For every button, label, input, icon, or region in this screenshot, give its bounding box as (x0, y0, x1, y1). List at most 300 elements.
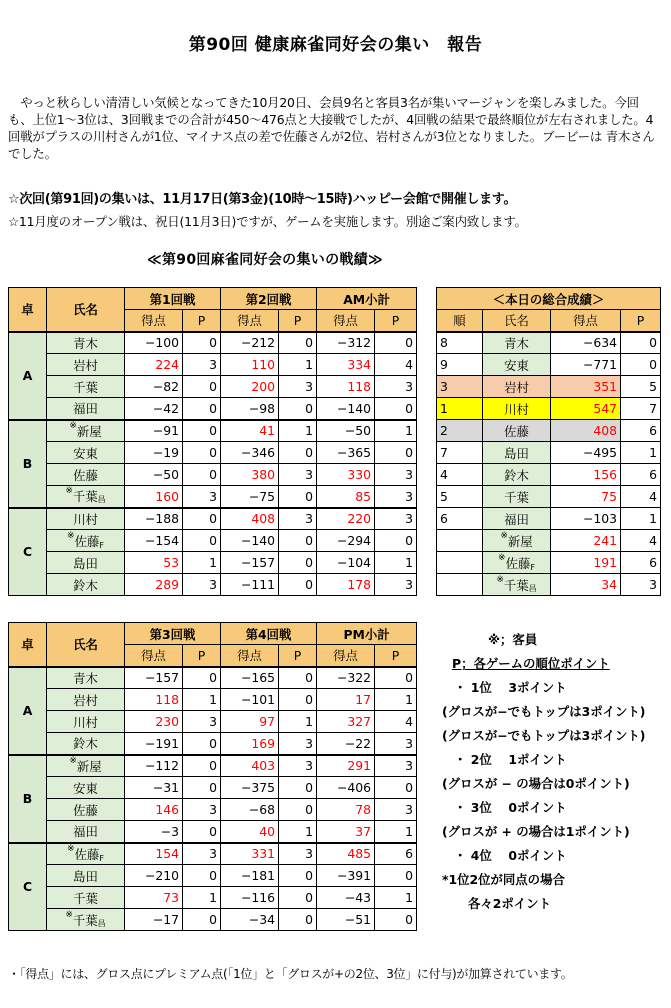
name-cell (483, 332, 551, 354)
pm-body (9, 667, 417, 931)
score-cell: 408 (221, 508, 279, 530)
point-cell: 0 (183, 464, 221, 486)
legend-line: (グロスが − の場合は0ポイント) (442, 776, 630, 791)
name-cell (47, 464, 125, 486)
table-row (9, 530, 417, 552)
subtotal-score-cell: 220 (317, 508, 375, 530)
score-cell: −17 (125, 909, 183, 931)
name-cell (47, 420, 125, 442)
score-cell: 146 (125, 799, 183, 821)
subtotal-score-cell: −104 (317, 552, 375, 574)
point-cell: 3 (183, 354, 221, 376)
point-cell: 0 (279, 799, 317, 821)
player-name: 安東 (73, 780, 98, 796)
name-cell (47, 332, 125, 354)
header-p: P (279, 310, 317, 332)
table-row (9, 909, 417, 931)
guest-mark: ※ (500, 530, 508, 541)
page-title: 第90回 健康麻雀同好会の集い 報告 (188, 35, 483, 55)
table-row (437, 376, 661, 398)
point-cell: 3 (183, 843, 221, 865)
point-cell: 3 (621, 574, 661, 596)
score-cell: −31 (125, 777, 183, 799)
score-cell: 75 (551, 486, 621, 508)
player-name: 佐藤 (505, 555, 531, 571)
name-cell (47, 821, 125, 843)
name-cell (483, 442, 551, 464)
point-cell: 0 (279, 689, 317, 711)
player-name: 千葉 (72, 912, 98, 928)
subtotal-score-cell: −312 (317, 332, 375, 354)
name-cell (47, 887, 125, 909)
header-taku: 卓 (9, 288, 47, 332)
name-cell (47, 733, 125, 755)
point-cell: 0 (183, 667, 221, 689)
header-round-3: 第3回戦 (125, 623, 221, 645)
header-p: P (183, 310, 221, 332)
subtotal-point-cell: 6 (375, 843, 417, 865)
point-cell: 1 (279, 711, 317, 733)
table-row (437, 530, 661, 552)
score-cell: 547 (551, 398, 621, 420)
table-row (437, 574, 661, 596)
score-cell: 331 (221, 843, 279, 865)
name-suffix: 昌 (97, 918, 106, 928)
name-cell (47, 865, 125, 887)
point-cell: 5 (621, 376, 661, 398)
point-cell: 1 (621, 442, 661, 464)
header-taku: 卓 (9, 623, 47, 667)
subtotal-point-cell: 3 (375, 733, 417, 755)
player-name: 島田 (73, 868, 98, 884)
player-name: 青木 (73, 670, 98, 686)
point-cell: 4 (621, 486, 661, 508)
score-cell: −210 (125, 865, 183, 887)
score-cell: −82 (125, 376, 183, 398)
score-cell: −375 (221, 777, 279, 799)
score-cell: 380 (221, 464, 279, 486)
point-cell: 0 (279, 398, 317, 420)
score-cell: −634 (551, 332, 621, 354)
player-name: 佐藤 (504, 423, 529, 439)
subtotal-point-cell: 1 (375, 887, 417, 909)
legend-line: 各々2ポイント (468, 896, 551, 911)
point-cell: 3 (183, 711, 221, 733)
subtotal-score-cell: 485 (317, 843, 375, 865)
subtotal-point-cell: 1 (375, 552, 417, 574)
name-cell (47, 552, 125, 574)
table-row (9, 398, 417, 420)
legend-line: ・ 2位 1ポイント (454, 752, 567, 767)
point-cell: 0 (183, 865, 221, 887)
score-cell: −98 (221, 398, 279, 420)
table-row (437, 420, 661, 442)
score-cell: 200 (221, 376, 279, 398)
score-cell: −154 (125, 530, 183, 552)
player-name: 福田 (73, 824, 98, 840)
player-name: 千葉 (72, 489, 98, 505)
rank-cell: 9 (437, 354, 483, 376)
table-row (9, 821, 417, 843)
player-name: 新屋 (76, 758, 102, 774)
table-row (9, 332, 417, 354)
point-cell: 3 (279, 755, 317, 777)
score-cell: 241 (551, 530, 621, 552)
point-cell: 7 (621, 398, 661, 420)
point-cell: 0 (183, 909, 221, 931)
point-cell: 0 (279, 442, 317, 464)
header-p: P (279, 645, 317, 667)
subtotal-point-cell: 0 (375, 667, 417, 689)
score-cell: −191 (125, 733, 183, 755)
header-pm-subtotal: PM小計 (317, 623, 417, 645)
player-name: 島田 (504, 445, 529, 461)
point-cell: 0 (279, 667, 317, 689)
name-cell (483, 464, 551, 486)
table-row (437, 398, 661, 420)
name-cell (483, 486, 551, 508)
rank-cell: 3 (437, 376, 483, 398)
subtotal-point-cell: 3 (375, 376, 417, 398)
name-cell (47, 486, 125, 508)
score-cell: −91 (125, 420, 183, 442)
header-name: 氏名 (483, 310, 551, 332)
point-cell: 3 (183, 799, 221, 821)
subtotal-point-cell: 1 (375, 689, 417, 711)
subtotal-score-cell: −322 (317, 667, 375, 689)
score-cell: 97 (221, 711, 279, 733)
player-name: 鈴木 (73, 577, 98, 593)
player-name: 千葉 (504, 489, 529, 505)
score-cell: −3 (125, 821, 183, 843)
name-cell (47, 711, 125, 733)
subtotal-score-cell: 37 (317, 821, 375, 843)
name-cell (47, 508, 125, 530)
name-suffix: F (99, 540, 104, 550)
point-cell: 0 (621, 354, 661, 376)
score-cell: −495 (551, 442, 621, 464)
table-row (9, 376, 417, 398)
legend-line: ・ 4位 0ポイント (454, 848, 567, 863)
point-cell: 1 (279, 420, 317, 442)
name-cell (47, 398, 125, 420)
point-cell: 0 (183, 398, 221, 420)
header-round-4: 第4回戦 (221, 623, 317, 645)
point-cell: 0 (279, 865, 317, 887)
name-cell (483, 420, 551, 442)
table-group-label: A (9, 667, 47, 755)
point-cell: 0 (279, 777, 317, 799)
point-cell: 1 (621, 508, 661, 530)
score-cell: −100 (125, 332, 183, 354)
table-row (9, 689, 417, 711)
point-cell: 0 (183, 420, 221, 442)
table-row (9, 777, 417, 799)
table-row (437, 486, 661, 508)
subtotal-score-cell: −391 (317, 865, 375, 887)
subtotal-point-cell: 0 (375, 530, 417, 552)
score-cell: 53 (125, 552, 183, 574)
subtotal-score-cell: 330 (317, 464, 375, 486)
score-cell: 40 (221, 821, 279, 843)
name-cell (47, 799, 125, 821)
footer-note: ・「得点」には、グロス点にプレミアム点(「1位」と「グロスが+の2位、3位」に付与)が加算されています。 (8, 967, 573, 981)
legend-point-title: P；各ゲームの順位ポイント (452, 656, 610, 671)
score-cell: 230 (125, 711, 183, 733)
legend-line: (グロスが−でもトップは3ポイント) (442, 704, 646, 719)
point-cell: 6 (621, 552, 661, 574)
table-row (9, 887, 417, 909)
name-cell (483, 354, 551, 376)
subtotal-point-cell: 3 (375, 508, 417, 530)
table-row (9, 486, 417, 508)
rank-cell: 7 (437, 442, 483, 464)
subtotal-point-cell: 1 (375, 821, 417, 843)
subtotal-score-cell: 291 (317, 755, 375, 777)
name-cell (47, 667, 125, 689)
point-cell: 0 (183, 332, 221, 354)
player-name: 鈴木 (73, 736, 98, 752)
point-cell: 0 (183, 530, 221, 552)
subtotal-point-cell: 3 (375, 755, 417, 777)
subtotal-point-cell: 0 (375, 777, 417, 799)
subtotal-score-cell: −43 (317, 887, 375, 909)
player-name: 千葉 (73, 379, 98, 395)
point-cell: 3 (183, 574, 221, 596)
header-p: P (375, 645, 417, 667)
subtotal-score-cell: −365 (317, 442, 375, 464)
player-name: 福田 (504, 511, 529, 527)
table-row (9, 574, 417, 596)
subtotal-point-cell: 4 (375, 711, 417, 733)
point-cell: 0 (279, 552, 317, 574)
header-score: 得点 (125, 645, 183, 667)
player-name: 福田 (73, 401, 98, 417)
header-rank: 順 (437, 310, 483, 332)
header-am-subtotal: AM小計 (317, 288, 417, 310)
player-name: 佐藤 (73, 467, 98, 483)
table-group-label: B (9, 420, 47, 508)
point-cell: 1 (183, 887, 221, 909)
player-name: 岩村 (504, 379, 529, 395)
point-cell: 3 (279, 733, 317, 755)
player-name: 佐藤 (74, 533, 100, 549)
guest-mark: ※ (67, 530, 75, 541)
header-score: 得点 (317, 645, 375, 667)
name-cell (47, 755, 125, 777)
rank-cell: 8 (437, 332, 483, 354)
name-cell (47, 376, 125, 398)
score-cell: −116 (221, 887, 279, 909)
point-cell: 0 (621, 332, 661, 354)
rank-cell (437, 530, 483, 552)
header-p: P (375, 310, 417, 332)
name-cell (47, 442, 125, 464)
subtotal-score-cell: 118 (317, 376, 375, 398)
guest-mark: ※ (69, 755, 77, 766)
table-row (9, 843, 417, 865)
name-cell (47, 777, 125, 799)
player-name: 川村 (73, 714, 98, 730)
point-cell: 1 (183, 552, 221, 574)
rank-cell (437, 552, 483, 574)
name-cell (483, 376, 551, 398)
player-name: 川村 (73, 511, 98, 527)
point-cell: 1 (279, 821, 317, 843)
score-cell: −101 (221, 689, 279, 711)
player-name: 鈴木 (504, 467, 529, 483)
subtotal-score-cell: −406 (317, 777, 375, 799)
point-cell: 0 (183, 508, 221, 530)
score-cell: −103 (551, 508, 621, 530)
table-row (9, 508, 417, 530)
header-score: 得点 (317, 310, 375, 332)
point-cell: 0 (279, 486, 317, 508)
name-cell (483, 508, 551, 530)
point-cell: 6 (621, 420, 661, 442)
next-meeting-notice: ☆次回(第91回)の集いは、11月17日(第3金)(10時～15時)ハッピー会館で開催します。 (8, 192, 517, 207)
subtotal-point-cell: 1 (375, 420, 417, 442)
player-name: 安東 (504, 357, 529, 373)
guest-mark: ※ (65, 909, 73, 920)
legend-line: *1位2位が同点の場合 (442, 872, 565, 887)
table-row (9, 865, 417, 887)
am-results-table (8, 287, 417, 596)
table-row (437, 508, 661, 530)
name-suffix: F (99, 853, 104, 863)
player-name: 佐藤 (74, 846, 100, 862)
score-cell: −181 (221, 865, 279, 887)
score-cell: 408 (551, 420, 621, 442)
score-cell: −111 (221, 574, 279, 596)
point-cell: 0 (183, 821, 221, 843)
player-name: 千葉 (503, 577, 529, 593)
name-cell (47, 530, 125, 552)
overall-title: ＜本日の総合成績＞ (437, 288, 661, 310)
name-cell (47, 574, 125, 596)
point-cell: 0 (279, 530, 317, 552)
subtotal-point-cell: 3 (375, 799, 417, 821)
table-row (9, 354, 417, 376)
point-cell: 0 (279, 332, 317, 354)
name-suffix: F (530, 562, 535, 572)
subtotal-point-cell: 3 (375, 574, 417, 596)
score-cell: −157 (221, 552, 279, 574)
table-row (9, 667, 417, 689)
player-name: 千葉 (73, 890, 98, 906)
header-score: 得点 (221, 645, 279, 667)
point-cell: 6 (621, 464, 661, 486)
guest-mark: ※ (67, 843, 75, 854)
subtotal-point-cell: 4 (375, 354, 417, 376)
header-name: 氏名 (47, 623, 125, 667)
table-row (437, 464, 661, 486)
overall-results-table (436, 287, 661, 596)
legend-lines (440, 676, 666, 911)
player-name: 青木 (73, 335, 98, 351)
point-cell: 3 (279, 464, 317, 486)
score-cell: −112 (125, 755, 183, 777)
subtotal-point-cell: 0 (375, 332, 417, 354)
rank-cell (437, 574, 483, 596)
point-cell: 3 (183, 486, 221, 508)
subtotal-score-cell: 334 (317, 354, 375, 376)
score-cell: −212 (221, 332, 279, 354)
subtotal-score-cell: 78 (317, 799, 375, 821)
subtotal-point-cell: 0 (375, 865, 417, 887)
score-cell: 191 (551, 552, 621, 574)
name-cell (47, 354, 125, 376)
player-name: 川村 (504, 401, 529, 417)
header-p: P (183, 645, 221, 667)
point-cell: 4 (621, 530, 661, 552)
guest-mark: ※ (498, 552, 506, 563)
score-cell: −346 (221, 442, 279, 464)
point-cell: 0 (279, 887, 317, 909)
score-cell: −19 (125, 442, 183, 464)
score-cell: −188 (125, 508, 183, 530)
header-round-1: 第1回戦 (125, 288, 221, 310)
table-row (437, 442, 661, 464)
subtotal-score-cell: −294 (317, 530, 375, 552)
intro-paragraph: やっと秋らしい清清しい気候となってきた10月20日、会員9名と客員3名が集いマージャンを楽しみました。今回も、上位1～3位は、3回戦までの合計が450～476点と大接戦でしたが、4回戦の結果で最終順位が左右されました。4回戦がプラスの川村さんが1位、マイナス点の差で佐藤さんが2位、岩村さんが3位となりました。ブービーは 青木さんでした。 (8, 95, 655, 161)
name-cell (483, 398, 551, 420)
player-name: 青木 (504, 335, 529, 351)
score-cell: −50 (125, 464, 183, 486)
open-game-notice: ☆11月度のオープン戦は、祝日(11月3日)ですが、ゲームを実施します。別途ご案内致します。 (8, 214, 527, 229)
score-cell: 118 (125, 689, 183, 711)
score-cell: −165 (221, 667, 279, 689)
player-name: 島田 (73, 555, 98, 571)
score-cell: 169 (221, 733, 279, 755)
overall-body (437, 332, 661, 596)
guest-mark: ※ (69, 420, 77, 431)
point-cell: 0 (183, 777, 221, 799)
rank-cell: 5 (437, 486, 483, 508)
header-round-2: 第2回戦 (221, 288, 317, 310)
player-name: 佐藤 (73, 802, 98, 818)
table-row (437, 354, 661, 376)
score-cell: 156 (551, 464, 621, 486)
guest-mark: ※ (65, 486, 73, 497)
subtotal-point-cell: 0 (375, 909, 417, 931)
legend-line: ・ 3位 0ポイント (454, 800, 567, 815)
header-score: 得点 (125, 310, 183, 332)
subtotal-point-cell: 0 (375, 442, 417, 464)
score-cell: −34 (221, 909, 279, 931)
name-cell (483, 574, 551, 596)
table-row (437, 332, 661, 354)
score-cell: 73 (125, 887, 183, 909)
legend (440, 628, 666, 911)
subtotal-score-cell: −51 (317, 909, 375, 931)
score-cell: −771 (551, 354, 621, 376)
score-cell: 160 (125, 486, 183, 508)
player-name: 岩村 (73, 692, 98, 708)
point-cell: 0 (279, 574, 317, 596)
legend-line: (グロスが−でもトップは3ポイント) (442, 728, 646, 743)
point-cell: 1 (183, 689, 221, 711)
header-score: 得点 (221, 310, 279, 332)
name-cell (47, 843, 125, 865)
rank-cell: 6 (437, 508, 483, 530)
subtotal-score-cell: 17 (317, 689, 375, 711)
table-group-label: A (9, 332, 47, 420)
subtotal-score-cell: −50 (317, 420, 375, 442)
legend-guest: ※；客員 (488, 632, 538, 647)
legend-line: ・ 1位 3ポイント (454, 680, 567, 695)
player-name: 岩村 (73, 357, 98, 373)
